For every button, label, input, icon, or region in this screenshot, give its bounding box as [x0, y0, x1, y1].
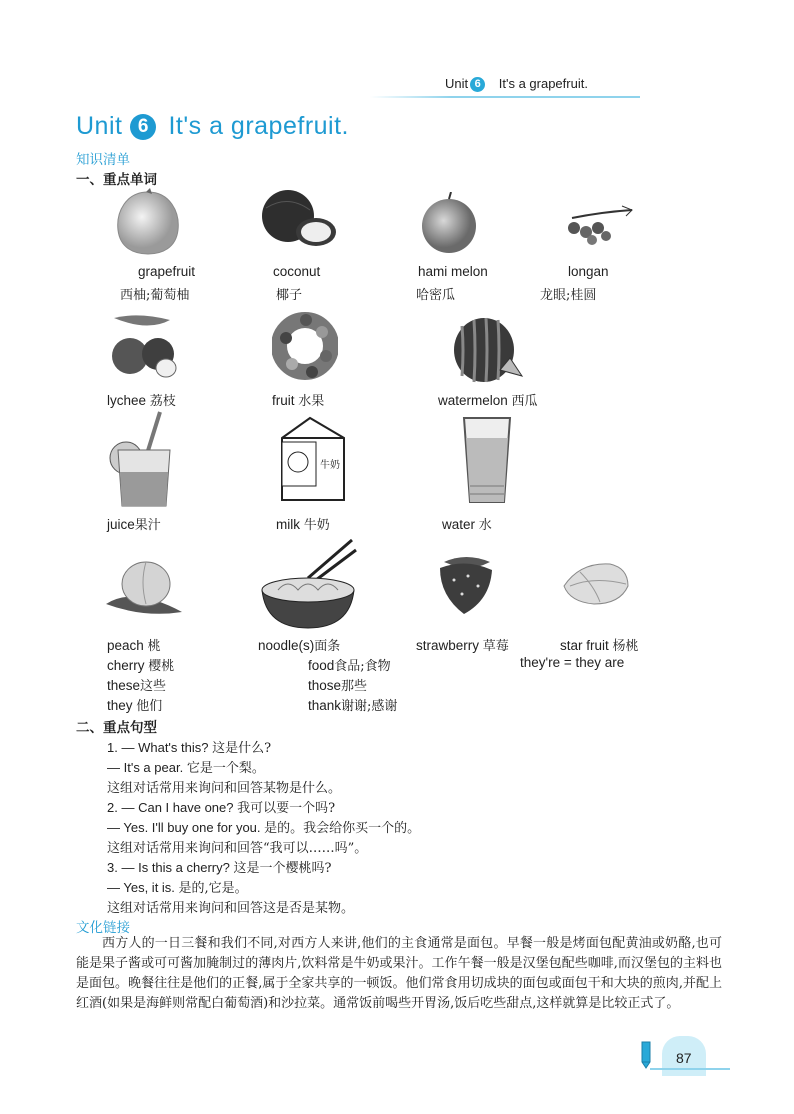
- sentence-3-note: 这组对话常用来询问和回答这是否是某物。: [107, 901, 355, 916]
- water-glass-image: [460, 414, 514, 506]
- word-hami-melon-cn: 哈密瓜: [416, 288, 456, 303]
- word-hami-melon: hami melon: [418, 264, 488, 279]
- word-coconut-cn: 椰子: [276, 288, 303, 303]
- sentence-2-note: 这组对话常用来询问和回答“我可以……吗”。: [107, 841, 368, 856]
- word-food: food食品;食物: [308, 658, 391, 674]
- word-theyre: they're = they are: [520, 655, 625, 670]
- word-those: those那些: [308, 678, 368, 694]
- strawberry-image: [434, 552, 500, 618]
- grapefruit-image: [112, 186, 184, 256]
- word-noodles: noodle(s)面条: [258, 638, 341, 654]
- word-fruit: fruit 水果: [272, 393, 325, 409]
- sentence-3-answer: — Yes, it is. 是的,它是。: [107, 880, 248, 896]
- word-water: water 水: [442, 517, 492, 533]
- page-number-rule: [650, 1068, 730, 1070]
- running-title: It's a grapefruit.: [498, 76, 588, 91]
- title-text: It's a grapefruit.: [168, 112, 349, 140]
- word-coconut: coconut: [273, 264, 321, 279]
- pencil-icon: [638, 1040, 660, 1070]
- word-cherry: cherry 樱桃: [107, 658, 175, 674]
- word-peach: peach 桃: [107, 638, 161, 654]
- coconut-image: [258, 186, 338, 252]
- star-fruit-image: [560, 556, 632, 608]
- word-grapefruit: grapefruit: [138, 264, 196, 279]
- knowledge-heading: 知识清单: [76, 152, 130, 167]
- word-milk: milk 牛奶: [276, 517, 330, 533]
- sentence-2-question: 2. — Can I have one? 我可以要一个吗?: [107, 800, 336, 816]
- watermelon-image: [450, 306, 524, 384]
- running-unit-label: Unit: [445, 76, 469, 91]
- word-grapefruit-cn: 西柚;葡萄柚: [120, 288, 190, 303]
- sentence-1-answer: — It's a pear. 它是一个梨。: [107, 760, 265, 776]
- title-unit: Unit: [76, 112, 123, 140]
- page-title: [76, 112, 349, 141]
- word-these: these这些: [107, 678, 167, 694]
- title-unit-number: 6: [130, 114, 156, 140]
- lychee-image: [108, 310, 186, 380]
- culture-paragraph: 西方人的一日三餐和我们不同,对西方人来讲,他们的主食通常是面包。早餐一般是烤面包配黄油或奶酪,也可能是果子酱或可可酱加腌制过的薄肉片,饮料常是牛奶或果汁。工作午餐一般是汉堡包配些咖啡,而汉堡包的主料也是面包。晚餐往往是他们的正餐,属于全家共享的一顿饭。他们常食用切成块的面包或面包干和大块的煎肉,并配上红酒(如果是海鲜则常配白葡萄酒)和沙拉菜。通常饭前喝些开胃汤,饭后吃些甜点,这样就算是比较正式了。: [76, 936, 722, 1011]
- word-thank: thank谢谢;感谢: [308, 698, 398, 714]
- word-star-fruit: star fruit 杨桃: [560, 638, 639, 654]
- sentence-2-answer: — Yes. I'll buy one for you. 是的。我会给你买一个的。: [107, 820, 421, 836]
- milk-carton-image: [276, 414, 350, 504]
- culture-heading: 文化链接: [76, 920, 130, 935]
- longan-image: [562, 202, 636, 246]
- sentence-1-note: 这组对话常用来询问和回答某物是什么。: [107, 781, 342, 796]
- running-unit-number: 6: [470, 77, 485, 92]
- word-lychee: lychee 荔枝: [107, 393, 176, 409]
- word-watermelon: watermelon 西瓜: [438, 393, 538, 409]
- word-strawberry: strawberry 草莓: [416, 638, 509, 654]
- word-longan: longan: [568, 264, 609, 279]
- milk-carton-label: 牛奶: [320, 460, 340, 471]
- juice-image: [104, 410, 178, 510]
- sentence-1-question: 1. — What's this? 这是什么?: [107, 740, 272, 756]
- fruit-wreath-image: [272, 310, 338, 380]
- running-header-rule: [370, 96, 640, 98]
- running-header: [0, 70, 794, 100]
- word-longan-cn: 龙眼;桂圆: [540, 288, 597, 303]
- peach-image: [104, 556, 186, 618]
- running-header-text: [445, 76, 588, 92]
- sentence-3-question: 3. — Is this a cherry? 这是一个樱桃吗?: [107, 860, 332, 876]
- noodles-bowl-image: [258, 538, 358, 630]
- section-key-words: 一、重点单词: [76, 172, 157, 187]
- section-key-sentences: 二、重点句型: [76, 720, 157, 735]
- word-they: they 他们: [107, 698, 163, 714]
- hami-melon-image: [418, 192, 480, 256]
- page-number: 87: [676, 1050, 692, 1066]
- word-juice: juice果汁: [107, 517, 161, 533]
